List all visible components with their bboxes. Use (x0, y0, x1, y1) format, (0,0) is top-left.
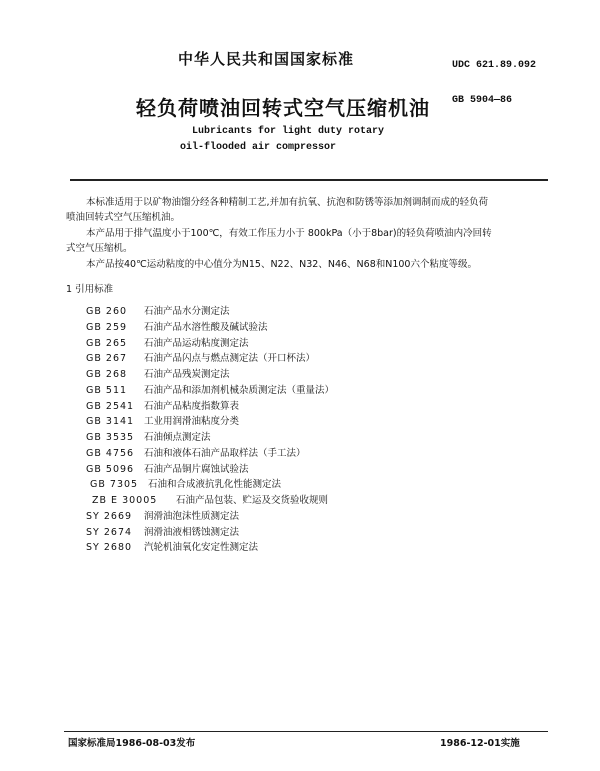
reference-code: GB 5096 (86, 464, 135, 475)
udc-number: UDC 621.89.092 (452, 60, 537, 71)
intro-paragraph-2-line-1: 本产品用于排气温度小于100℃，有效工作压力小于 800kPa（小于8bar)的轻负荷喷油内冷回转 (86, 228, 492, 239)
reference-title: 石油产品残炭测定法 (144, 369, 230, 380)
reference-title: 石油倾点测定法 (144, 432, 211, 443)
reference-code: ZB E 30005 (92, 495, 158, 506)
issue-date: 国家标准局1986-08-03发布 (68, 738, 196, 749)
reference-title: 石油和液体石油产品取样法（手工法） (144, 448, 306, 459)
reference-code: SY 2674 (86, 527, 133, 538)
intro-paragraph-2-line-2: 式空气压缩机。 (66, 243, 133, 254)
gb-standard-code: GB 5904—86 (452, 95, 513, 106)
footer-divider (64, 731, 548, 732)
reference-code: GB 3535 (86, 432, 135, 443)
reference-code: SY 2680 (86, 542, 133, 553)
reference-title: 汽轮机油氧化安定性测定法 (144, 542, 259, 553)
reference-item (86, 398, 239, 414)
reference-item (86, 382, 334, 398)
english-title-line-1: Lubricants for light duty rotary (192, 126, 385, 137)
header-divider (70, 179, 548, 181)
reference-item (86, 303, 230, 319)
english-title-line-2: oil-flooded air compressor (180, 142, 337, 153)
reference-item (86, 335, 249, 351)
reference-title: 石油产品铜片腐蚀试验法 (144, 464, 249, 475)
reference-code: GB 260 (86, 306, 128, 317)
reference-item (86, 366, 230, 382)
reference-title: 石油产品粘度指数算表 (144, 401, 240, 412)
reference-code: GB 4756 (86, 448, 135, 459)
reference-code: GB 511 (86, 385, 128, 396)
reference-item (92, 492, 328, 508)
reference-title: 石油产品水分测定法 (144, 306, 230, 317)
reference-title: 石油产品包装、贮运及交货验收规则 (176, 495, 329, 506)
reference-item (86, 461, 249, 477)
reference-item (86, 319, 268, 335)
reference-code: GB 267 (86, 353, 128, 364)
reference-code: GB 3141 (86, 416, 135, 427)
reference-item (86, 539, 258, 555)
section-heading: 1 引用标准 (66, 284, 114, 295)
reference-item (90, 476, 281, 492)
reference-title: 石油产品水溶性酸及碱试验法 (144, 322, 268, 333)
reference-code: GB 265 (86, 338, 128, 349)
reference-title: 润滑油泡沫性质测定法 (144, 511, 240, 522)
reference-title: 石油产品闪点与燃点测定法（开口杯法） (144, 353, 316, 364)
reference-title: 石油产品运动粘度测定法 (144, 338, 249, 349)
reference-code: SY 2669 (86, 511, 133, 522)
reference-title: 工业用润滑油粘度分类 (144, 416, 240, 427)
intro-paragraph-3: 本产品按40℃运动粘度的中心值分为N15、N22、N32、N46、N68和N100六个粘度等级。 (86, 259, 477, 270)
implementation-date: 1986-12-01实施 (440, 738, 520, 749)
reference-code: GB 268 (86, 369, 128, 380)
reference-item (86, 350, 315, 366)
intro-paragraph-1-line-1: 本标准适用于以矿物油馏分经各种精制工艺,并加有抗氧、抗泡和防锈等添加剂调制而成的轻负荷 (86, 197, 489, 208)
reference-item (86, 429, 211, 445)
reference-item (86, 413, 239, 429)
intro-paragraph-1-line-2: 喷油回转式空气压缩机油。 (66, 212, 181, 223)
reference-item (86, 445, 306, 461)
reference-item (86, 508, 239, 524)
reference-title: 石油产品和添加剂机械杂质测定法（重量法） (144, 385, 335, 396)
reference-title: 润滑油液相锈蚀测定法 (144, 527, 240, 538)
reference-item (86, 524, 239, 540)
reference-title: 石油和合成液抗乳化性能测定法 (148, 479, 282, 490)
reference-code: GB 2541 (86, 401, 135, 412)
page-title: 轻负荷喷油回转式空气压缩机油 (136, 96, 430, 120)
reference-code: GB 7305 (90, 479, 139, 490)
reference-code: GB 259 (86, 322, 128, 333)
standard-category-title: 中华人民共和国国家标准 (178, 50, 355, 68)
